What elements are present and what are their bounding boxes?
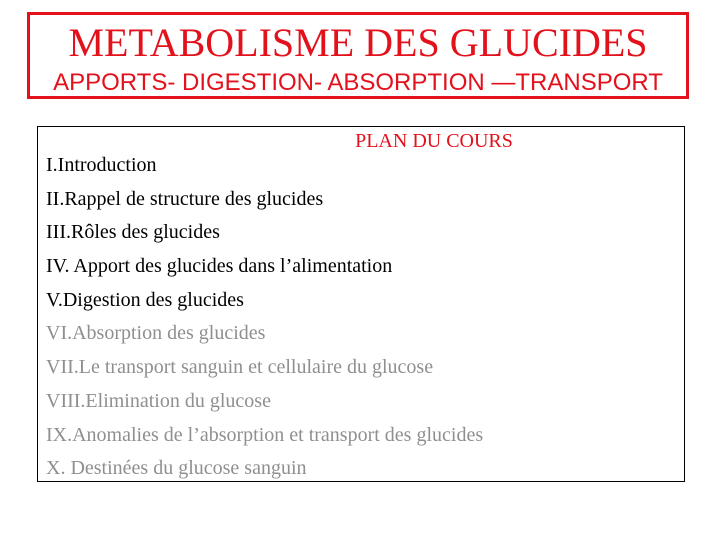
- plan-item-roles: III.Rôles des glucides: [46, 221, 220, 244]
- plan-title: PLAN DU COURS: [355, 130, 513, 152]
- plan-item-destinees: X. Destinées du glucose sanguin: [46, 457, 307, 480]
- plan-item-absorption: VI.Absorption des glucides: [46, 322, 266, 345]
- plan-item-anomalies: IX.Anomalies de l’absorption et transport des glucides: [46, 423, 484, 446]
- plan-item-elimination: VIII.Elimination du glucose: [46, 389, 271, 412]
- course-plan-box: [37, 126, 685, 482]
- slide-subtitle: APPORTS- DIGESTION- ABSORPTION —TRANSPORT: [53, 69, 663, 96]
- slide-title: METABOLISME DES GLUCIDES: [68, 20, 648, 65]
- title-box: [27, 12, 689, 99]
- plan-item-introduction: I.Introduction: [46, 154, 157, 176]
- plan-list: [46, 149, 483, 486]
- plan-item-structure: II.Rappel de structure des glucides: [46, 187, 324, 210]
- plan-item-digestion: V.Digestion des glucides: [46, 288, 244, 311]
- plan-item-transport: VII.Le transport sanguin et cellulaire du glucose: [46, 356, 434, 379]
- plan-item-apport: IV. Apport des glucides dans l’alimentation: [46, 255, 393, 278]
